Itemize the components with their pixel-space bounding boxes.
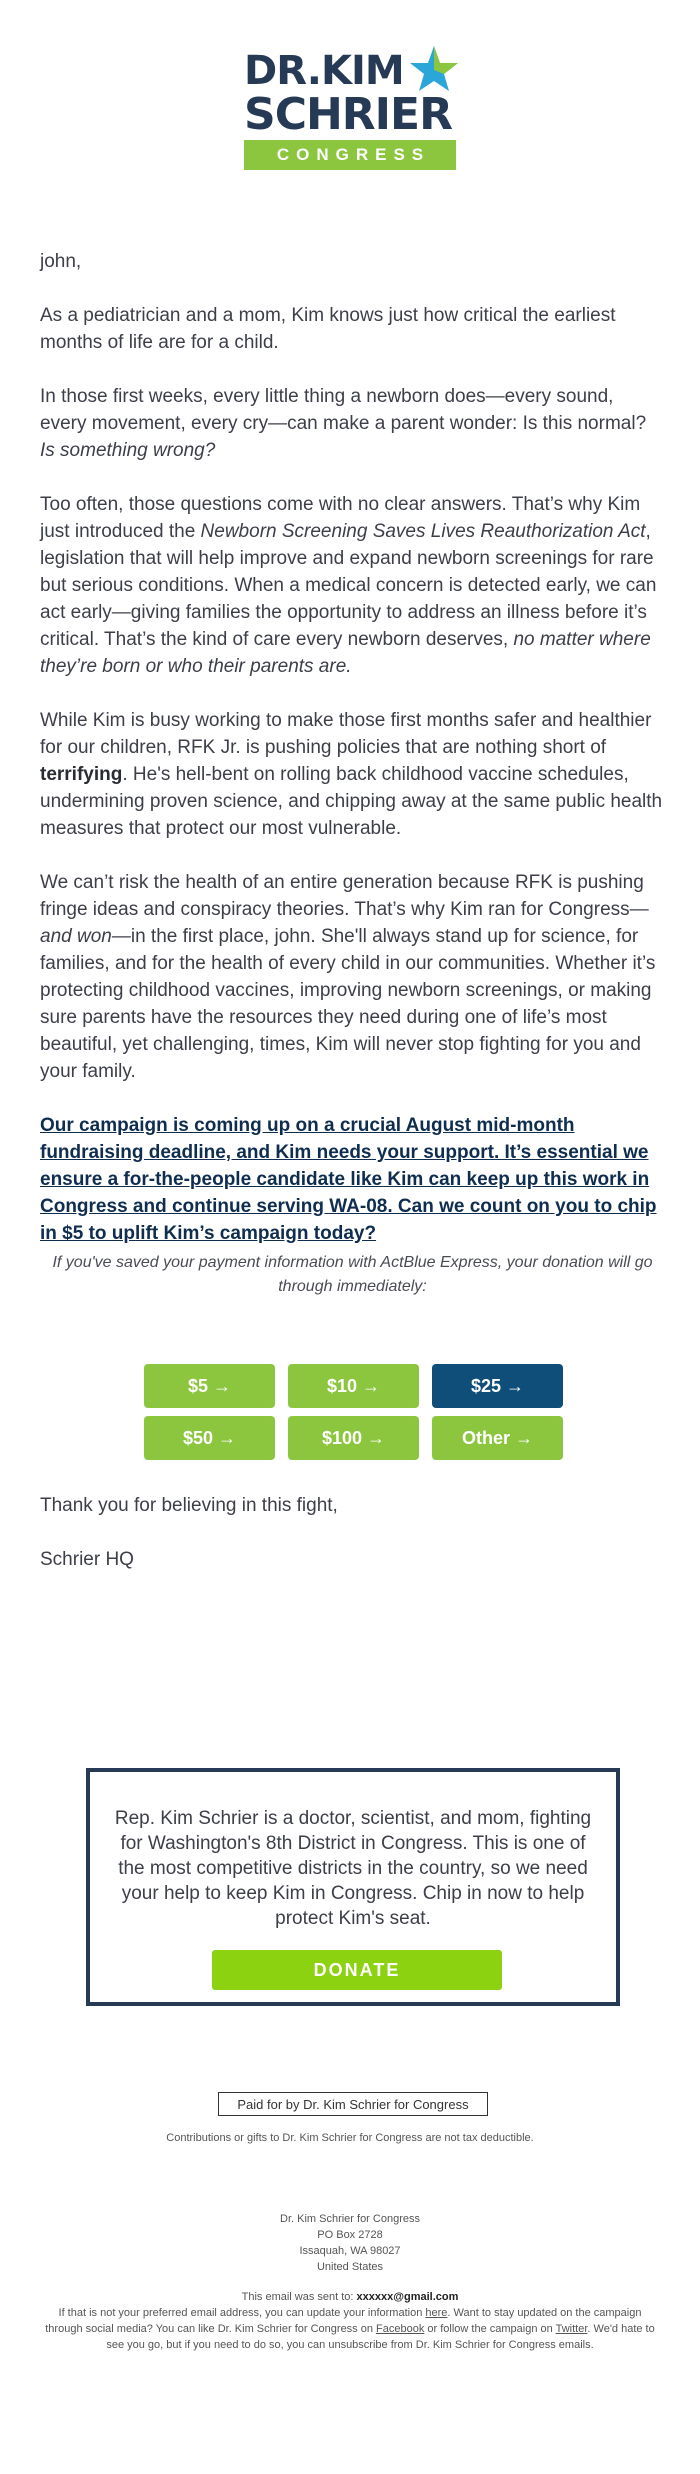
address-city: Issaquah, WA 98027 — [299, 2245, 401, 2257]
paragraph-2-text: In those first weeks, every little thing a newborn does—every sound, every movement, every cry—can make a parent wonder: Is this normal? — [40, 386, 647, 434]
email-preferences — [40, 2289, 660, 2353]
paragraph-5 — [40, 869, 665, 1085]
paragraph-3-italic-end: no matter where they’re born or who their parents are. — [40, 629, 651, 677]
paid-for-disclaimer: Paid for by Dr. Kim Schrier for Congress — [218, 2092, 488, 2116]
paragraph-3-text-a: Too often, those questions come with no clear answers. That’s why Kim just introduced the — [40, 494, 641, 542]
update-info-link[interactable]: here — [425, 2307, 448, 2319]
donate-25-button[interactable]: $25 → — [432, 1364, 563, 1408]
twitter-link[interactable]: Twitter — [555, 2323, 588, 2335]
email-body — [40, 248, 665, 1299]
tax-note: Contributions or gifts to Dr. Kim Schrier for Congress are not tax deductible. — [166, 2132, 534, 2144]
paragraph-2-italic: Is something wrong? — [40, 440, 216, 461]
paragraph-4 — [40, 707, 665, 842]
closing-thanks: Thank you for believing in this fight, — [40, 1495, 338, 1516]
logo-band: CONGRESS — [244, 140, 456, 170]
prefs-text-a: If that is not your preferred email address, you can update your information — [58, 2307, 426, 2319]
paragraph-3 — [40, 491, 665, 680]
promo-box — [86, 1768, 620, 2006]
paragraph-3-text-c: , legislation that will help improve and expand newborn screenings for rare but serious conditions. When a medical concern is detected early, we can act early—giving families the opportunity to address an illness before it’s critical. That’s the kind of care every newborn deserves, — [40, 521, 657, 650]
donate-100-button[interactable]: $100 → — [288, 1416, 419, 1460]
preferences-text — [40, 2305, 660, 2353]
paragraph-4-text-c: . He's hell-bent on rolling back childhood vaccine schedules, undermining proven science, and chipping away at the same public health measures that protect our most vulnerable. — [40, 764, 663, 839]
paragraph-5-text-c: —in the first place, john. She'll always stand up for science, for families, and for the health of every child in our communities. Whether it’s protecting childhood vaccines, improving newborn screenings, or making sure parents have the resources they need during one of life’s most beautiful, yet challenging, times, Kim will never stop fighting for you and your family. — [40, 926, 656, 1082]
facebook-link[interactable]: Facebook — [376, 2323, 425, 2335]
address-box: PO Box 2728 — [317, 2229, 383, 2241]
act-name: Newborn Screening Saves Lives Reauthorization Act — [200, 521, 646, 542]
donation-ask-link[interactable]: Our campaign is coming up on a crucial August mid-month fundraising deadline, and Kim needs your support. It’s essential we ensure a for-the-people candidate like Kim can keep up this work in Congress and continue serving WA-08. Can we count on you to chip in $5 to uplift Kim’s campaign today? — [40, 1115, 657, 1244]
sent-to-line — [40, 2289, 660, 2305]
closing — [40, 1492, 660, 1600]
address-name: Dr. Kim Schrier for Congress — [280, 2213, 420, 2225]
prefs-text-c: or follow the campaign on — [424, 2323, 556, 2335]
promo-text: Rep. Kim Schrier is a doctor, scientist, and mom, fighting for Washington's 8th District in Congress. This is one of the most competitive districts in the country, so we need your help to keep Kim in Congress. Chip in now to help protect Kim's seat. — [114, 1808, 592, 1929]
donation-button-grid — [144, 1364, 564, 1460]
paragraph-1: As a pediatrician and a mom, Kim knows just how critical the earliest months of life are for a child. — [40, 305, 616, 353]
paragraph-4-bold: terrifying — [40, 764, 123, 785]
paragraph-5-text-a: We can’t risk the health of an entire generation because RFK is pushing fringe ideas and conspiracy theories. That’s why Kim ran for Congress— — [40, 872, 649, 920]
donate-other-button[interactable]: Other → — [432, 1416, 563, 1460]
paragraph-5-italic: and won — [40, 926, 112, 947]
paragraph-2 — [40, 383, 665, 464]
sent-to-label: This email was sent to: — [241, 2291, 357, 2303]
logo-line-2: SCHRIER — [244, 89, 452, 140]
recipient-email: xxxxxx@gmail.com — [356, 2291, 459, 2303]
donate-button[interactable]: DONATE — [212, 1950, 502, 1990]
actblue-express-note: If you've saved your payment information with ActBlue Express, your donation will go through immediately: — [52, 1254, 653, 1295]
prefs-text-d: . We'd hate to see you go, but if you need to do so, you can unsubscribe from Dr. Kim Schrier for Congress emails. — [106, 2323, 655, 2351]
paragraph-4-text-a: While Kim is busy working to make those first months safer and healthier for our children, RFK Jr. is pushing policies that are nothing short of — [40, 710, 652, 758]
address-country: United States — [316, 2261, 384, 2273]
star-icon — [408, 44, 460, 94]
campaign-logo — [244, 48, 456, 174]
greeting: john, — [40, 251, 82, 272]
signature: Schrier HQ — [40, 1549, 134, 1570]
donate-10-button[interactable]: $10 → — [288, 1364, 419, 1408]
mailing-address — [40, 2211, 660, 2275]
donate-50-button[interactable]: $50 → — [144, 1416, 275, 1460]
prefs-text-b: . Want to stay updated on the campaign through social media? You can like Dr. Kim Schrier for Congress on — [45, 2307, 642, 2335]
donate-5-button[interactable]: $5 → — [144, 1364, 275, 1408]
logo-line-1: DR.KIM — [244, 48, 404, 94]
